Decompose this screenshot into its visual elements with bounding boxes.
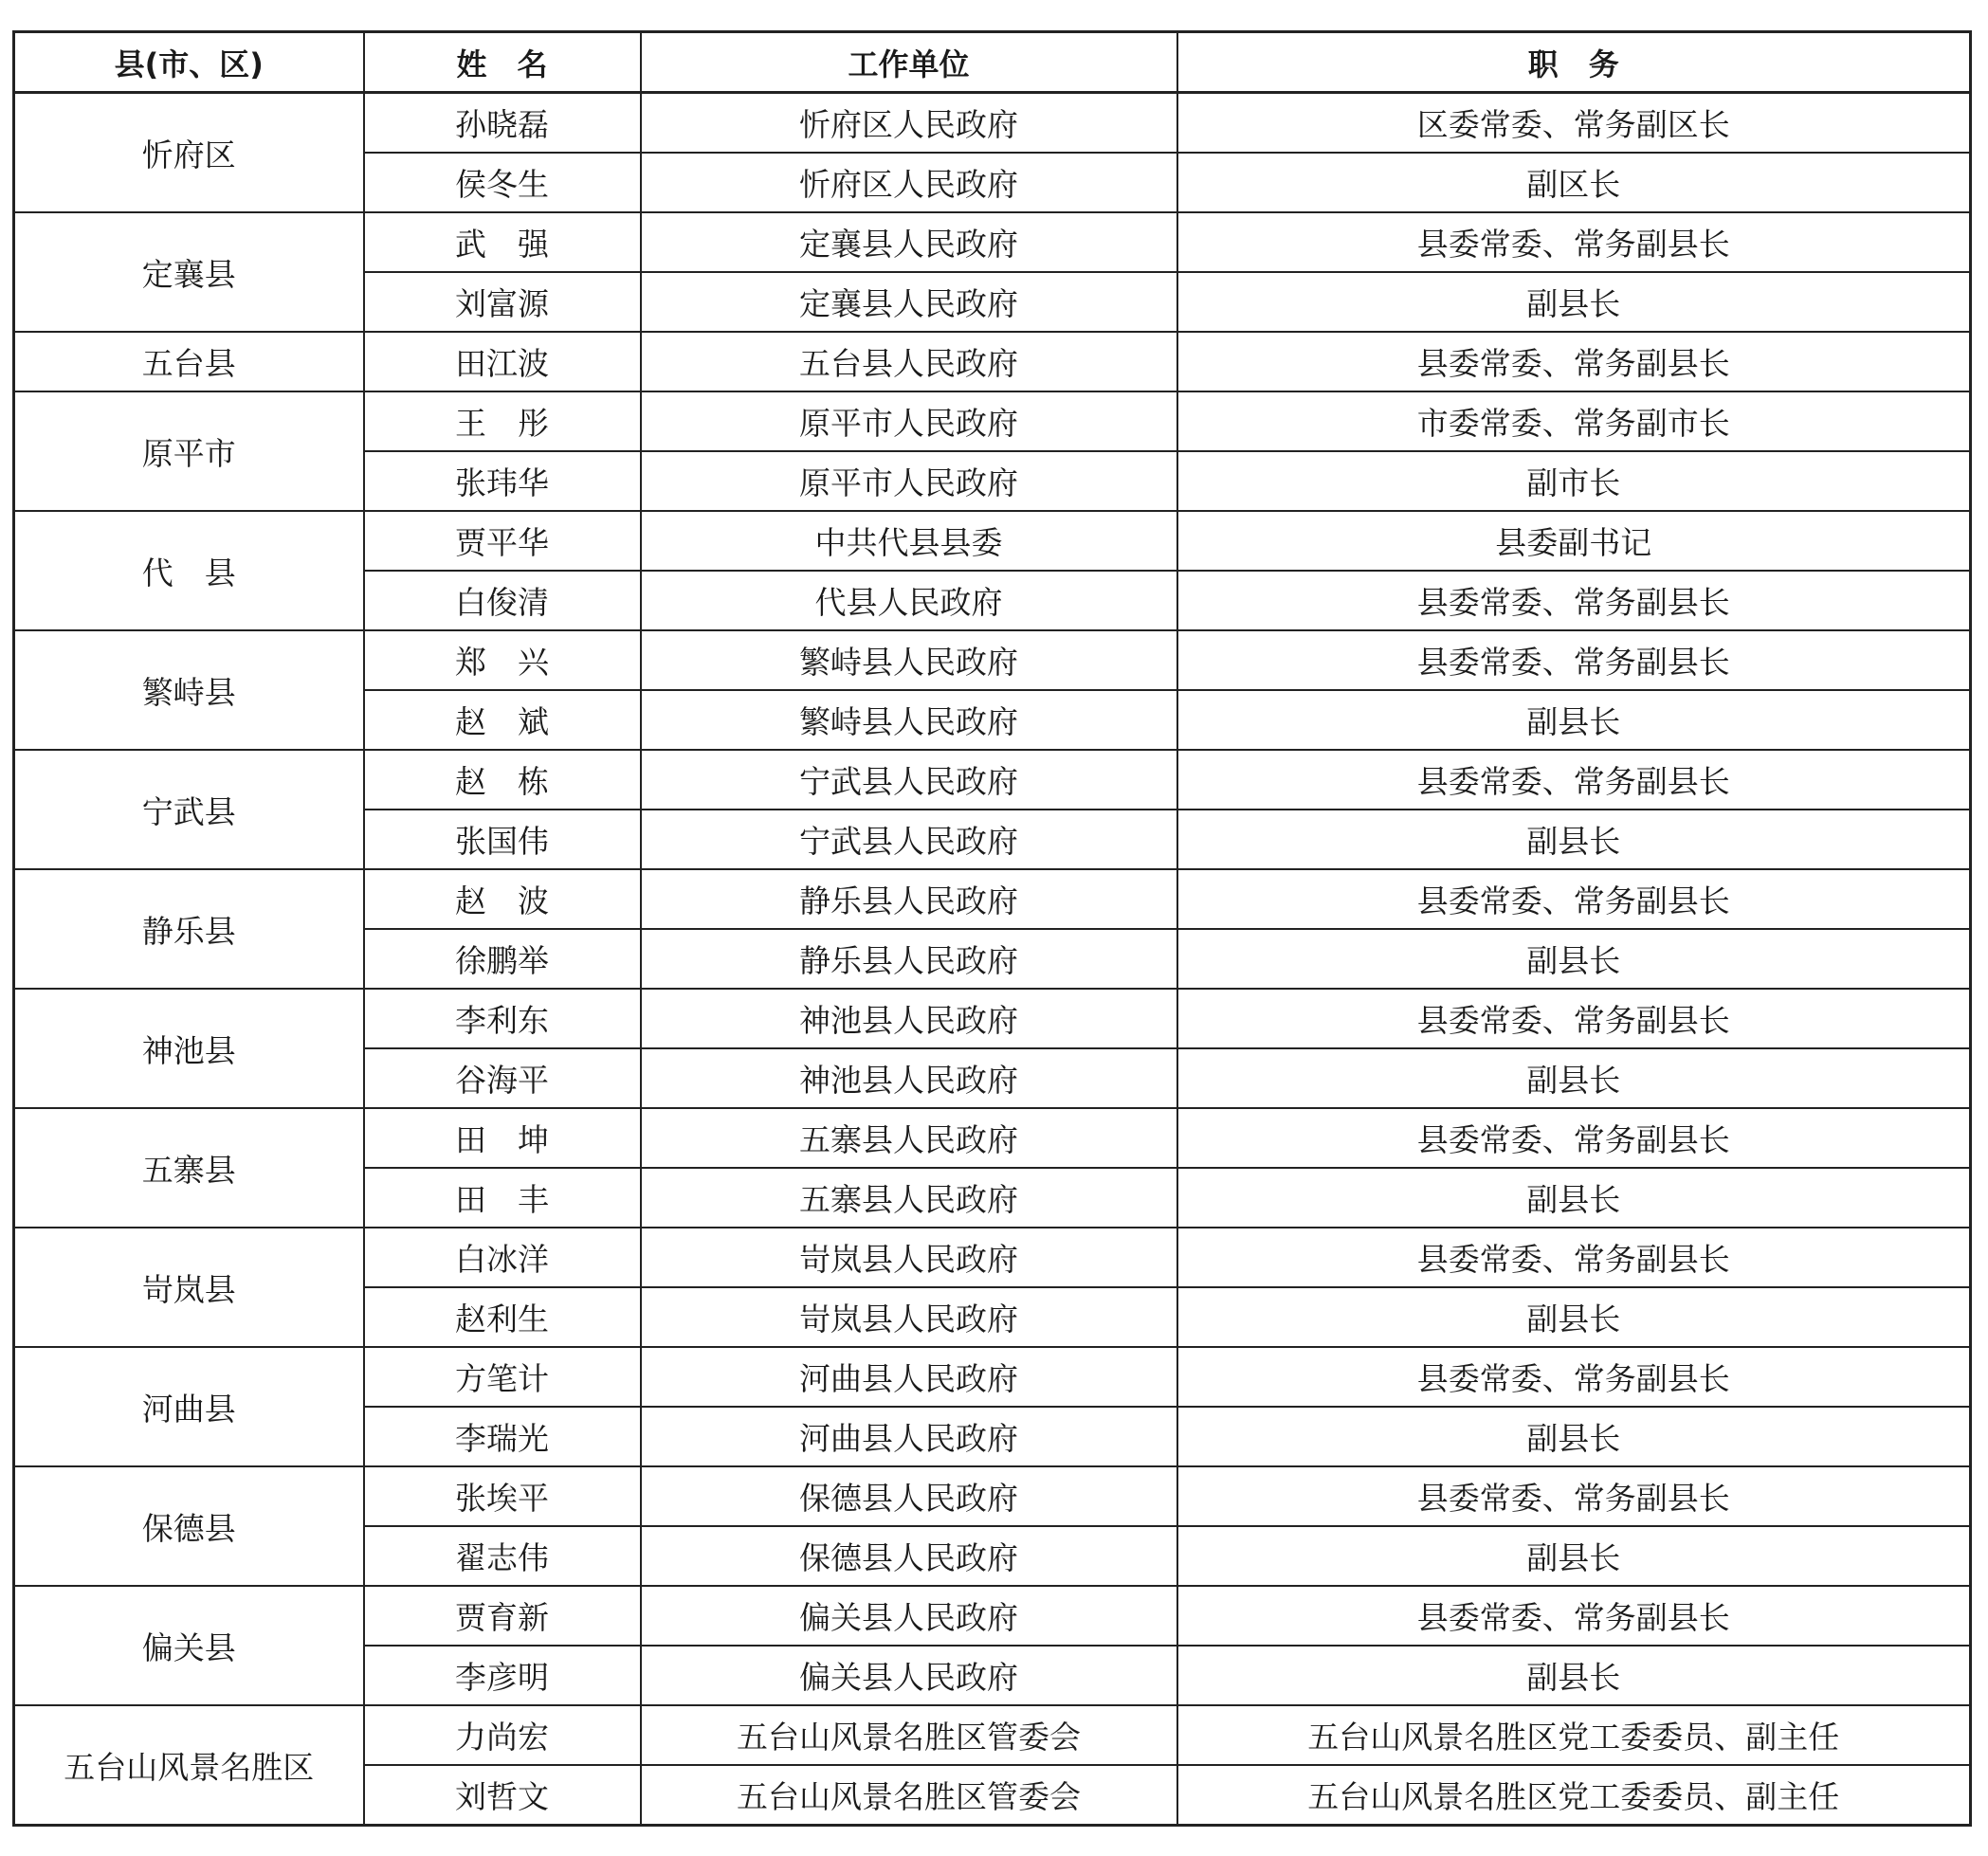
name-cell: 赵 斌 [364, 690, 641, 750]
name-cell: 张埃平 [364, 1466, 641, 1526]
name-cell: 孙晓磊 [364, 93, 641, 154]
name-cell: 田 丰 [364, 1168, 641, 1228]
title-cell: 副县长 [1177, 690, 1971, 750]
unit-cell: 五台山风景名胜区管委会 [641, 1765, 1177, 1826]
unit-cell: 宁武县人民政府 [641, 810, 1177, 869]
unit-cell: 繁峙县人民政府 [641, 690, 1177, 750]
header-unit: 工作单位 [641, 32, 1177, 93]
unit-cell: 原平市人民政府 [641, 391, 1177, 451]
unit-cell: 原平市人民政府 [641, 451, 1177, 511]
name-cell: 白俊清 [364, 571, 641, 630]
name-cell: 郑 兴 [364, 630, 641, 690]
title-cell: 五台山风景名胜区党工委委员、副主任 [1177, 1705, 1971, 1765]
table-row [14, 511, 1971, 571]
unit-cell: 定襄县人民政府 [641, 212, 1177, 272]
unit-cell: 静乐县人民政府 [641, 869, 1177, 929]
county-cell: 繁峙县 [14, 630, 364, 750]
county-cell: 岢岚县 [14, 1228, 364, 1347]
table-row [14, 1466, 1971, 1526]
unit-cell: 忻府区人民政府 [641, 153, 1177, 212]
title-cell: 副县长 [1177, 929, 1971, 989]
county-cell: 五台县 [14, 332, 364, 391]
title-cell: 县委常委、常务副县长 [1177, 1347, 1971, 1407]
name-cell: 赵利生 [364, 1287, 641, 1347]
name-cell: 贾平华 [364, 511, 641, 571]
title-cell: 区委常委、常务副区长 [1177, 93, 1971, 154]
name-cell: 方笔计 [364, 1347, 641, 1407]
unit-cell: 保德县人民政府 [641, 1526, 1177, 1586]
name-cell: 田 坤 [364, 1108, 641, 1168]
table-row [14, 332, 1971, 391]
name-cell: 王 彤 [364, 391, 641, 451]
unit-cell: 河曲县人民政府 [641, 1407, 1177, 1466]
table-row [14, 1228, 1971, 1287]
name-cell: 翟志伟 [364, 1526, 641, 1586]
table-row [14, 391, 1971, 451]
unit-cell: 繁峙县人民政府 [641, 630, 1177, 690]
unit-cell: 宁武县人民政府 [641, 750, 1177, 810]
title-cell: 副县长 [1177, 1407, 1971, 1466]
table-row [14, 1586, 1971, 1646]
unit-cell: 忻府区人民政府 [641, 93, 1177, 154]
unit-cell: 神池县人民政府 [641, 989, 1177, 1048]
name-cell: 侯冬生 [364, 153, 641, 212]
county-cell: 忻府区 [14, 93, 364, 213]
table-row [14, 869, 1971, 929]
title-cell: 县委常委、常务副县长 [1177, 989, 1971, 1048]
unit-cell: 静乐县人民政府 [641, 929, 1177, 989]
unit-cell: 保德县人民政府 [641, 1466, 1177, 1526]
title-cell: 副县长 [1177, 1526, 1971, 1586]
title-cell: 副县长 [1177, 810, 1971, 869]
name-cell: 赵 栋 [364, 750, 641, 810]
unit-cell: 偏关县人民政府 [641, 1586, 1177, 1646]
title-cell: 县委常委、常务副县长 [1177, 332, 1971, 391]
name-cell: 徐鹏举 [364, 929, 641, 989]
name-cell: 贾育新 [364, 1586, 641, 1646]
county-cell: 五台山风景名胜区 [14, 1705, 364, 1826]
title-cell: 县委常委、常务副县长 [1177, 1228, 1971, 1287]
name-cell: 李瑞光 [364, 1407, 641, 1466]
table-row [14, 1347, 1971, 1407]
unit-cell: 五寨县人民政府 [641, 1168, 1177, 1228]
title-cell: 副市长 [1177, 451, 1971, 511]
unit-cell: 中共代县县委 [641, 511, 1177, 571]
name-cell: 武 强 [364, 212, 641, 272]
name-cell: 张国伟 [364, 810, 641, 869]
personnel-table [12, 30, 1972, 1827]
unit-cell: 岢岚县人民政府 [641, 1287, 1177, 1347]
title-cell: 副县长 [1177, 1048, 1971, 1108]
title-cell: 县委常委、常务副县长 [1177, 1586, 1971, 1646]
title-cell: 副县长 [1177, 1287, 1971, 1347]
unit-cell: 岢岚县人民政府 [641, 1228, 1177, 1287]
title-cell: 县委常委、常务副县长 [1177, 571, 1971, 630]
county-cell: 定襄县 [14, 212, 364, 332]
name-cell: 李彦明 [364, 1646, 641, 1705]
name-cell: 李利东 [364, 989, 641, 1048]
county-cell: 保德县 [14, 1466, 364, 1586]
name-cell: 赵 波 [364, 869, 641, 929]
name-cell: 谷海平 [364, 1048, 641, 1108]
county-cell: 代 县 [14, 511, 364, 630]
unit-cell: 五台县人民政府 [641, 332, 1177, 391]
title-cell: 县委副书记 [1177, 511, 1971, 571]
title-cell: 县委常委、常务副县长 [1177, 1108, 1971, 1168]
unit-cell: 定襄县人民政府 [641, 272, 1177, 332]
table-row [14, 630, 1971, 690]
title-cell: 副县长 [1177, 1168, 1971, 1228]
table-row [14, 93, 1971, 154]
county-cell: 神池县 [14, 989, 364, 1108]
title-cell: 副区长 [1177, 153, 1971, 212]
table-row [14, 1108, 1971, 1168]
title-cell: 副县长 [1177, 1646, 1971, 1705]
header-name: 姓 名 [364, 32, 641, 93]
header-county: 县(市、区) [14, 32, 364, 93]
header-row [14, 32, 1971, 93]
table-row [14, 1705, 1971, 1765]
title-cell: 县委常委、常务副县长 [1177, 1466, 1971, 1526]
unit-cell: 偏关县人民政府 [641, 1646, 1177, 1705]
name-cell: 白冰洋 [364, 1228, 641, 1287]
table-header [14, 32, 1971, 93]
title-cell: 县委常委、常务副县长 [1177, 750, 1971, 810]
title-cell: 市委常委、常务副市长 [1177, 391, 1971, 451]
name-cell: 刘哲文 [364, 1765, 641, 1826]
unit-cell: 神池县人民政府 [641, 1048, 1177, 1108]
county-cell: 五寨县 [14, 1108, 364, 1228]
county-cell: 原平市 [14, 391, 364, 511]
name-cell: 张玮华 [364, 451, 641, 511]
county-cell: 河曲县 [14, 1347, 364, 1466]
county-cell: 宁武县 [14, 750, 364, 869]
title-cell: 副县长 [1177, 272, 1971, 332]
table-row [14, 750, 1971, 810]
county-cell: 偏关县 [14, 1586, 364, 1705]
title-cell: 县委常委、常务副县长 [1177, 212, 1971, 272]
table-body [14, 93, 1971, 1826]
header-title: 职 务 [1177, 32, 1971, 93]
unit-cell: 河曲县人民政府 [641, 1347, 1177, 1407]
unit-cell: 五寨县人民政府 [641, 1108, 1177, 1168]
name-cell: 刘富源 [364, 272, 641, 332]
table-row [14, 212, 1971, 272]
name-cell: 力尚宏 [364, 1705, 641, 1765]
unit-cell: 五台山风景名胜区管委会 [641, 1705, 1177, 1765]
county-cell: 静乐县 [14, 869, 364, 989]
table-row [14, 989, 1971, 1048]
name-cell: 田江波 [364, 332, 641, 391]
title-cell: 五台山风景名胜区党工委委员、副主任 [1177, 1765, 1971, 1826]
title-cell: 县委常委、常务副县长 [1177, 630, 1971, 690]
unit-cell: 代县人民政府 [641, 571, 1177, 630]
title-cell: 县委常委、常务副县长 [1177, 869, 1971, 929]
